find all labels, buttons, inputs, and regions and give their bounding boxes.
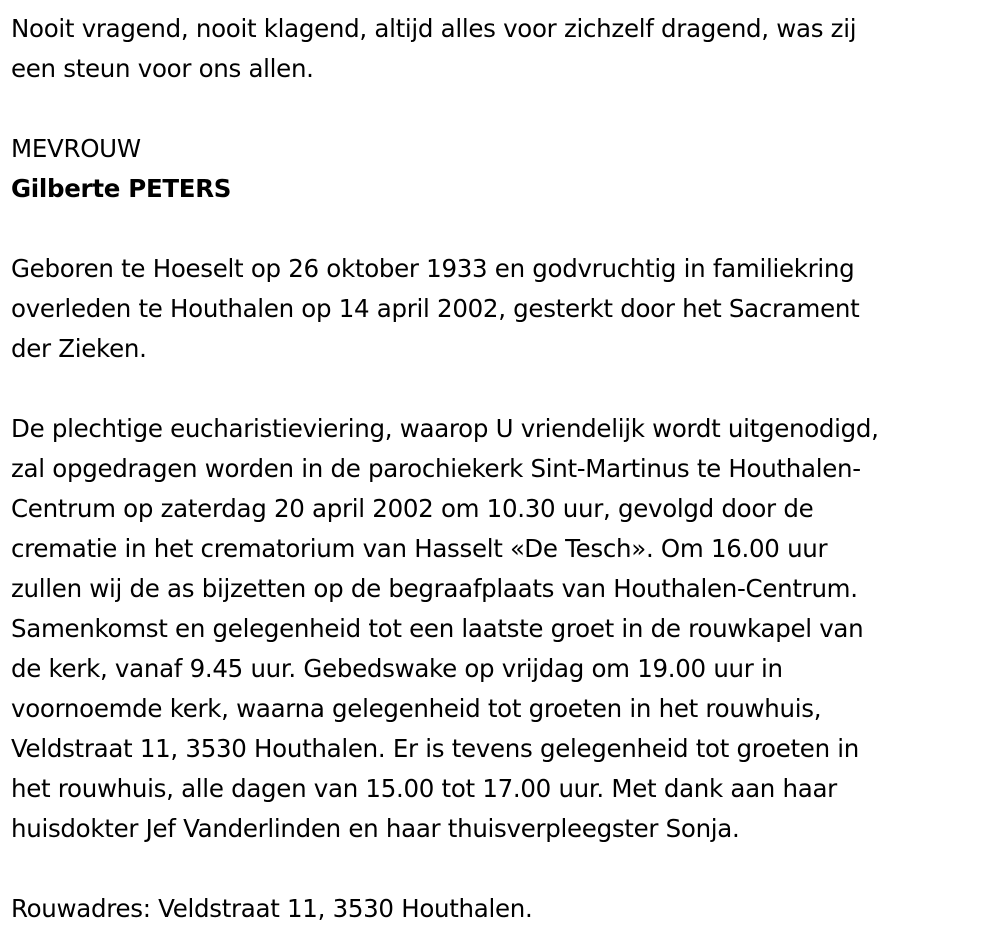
spacer: [11, 209, 996, 249]
mourning-address: Rouwadres: Veldstraat 11, 3530 Houthalen.: [11, 894, 533, 923]
spacer: [11, 89, 996, 129]
ceremony-text: De plechtige eucharistieviering, waarop U vriendelijk wordt uitgenodigd, zal opgedragen worden in de parochiekerk Sint-Martinus te Houthalen- Centrum op zaterdag 20 april 2002 om 10.30 uur, gevolgd door de crematie in het crematorium van Hasselt «De Tesch». Om 16.00 uur zullen wij de as bijzetten op de begraafplaats van Houthalen-Centrum. Samenkomst en gelegenheid tot een laatste groet in de rouwkapel van de kerk, vanaf 9.45 uur. Gebedswake op vrijdag om 19.00 uur in voornoemde kerk, waarna gelegenheid tot groeten in het rouwhuis, Veldstraat 11, 3530 Houthalen. Er is tevens gelegenheid tot groeten in het rouwhuis, alle dagen van 15.00 tot 17.00 uur. Met dank aan haar huisdokter Jef Vanderlinden en haar thuisverpleegster Sonja.: [11, 414, 879, 843]
spacer: [11, 369, 996, 409]
intro-text: Nooit vragend, nooit klagend, altijd alles voor zichzelf dragend, was zij een steun voor ons allen.: [11, 14, 857, 83]
spacer: [11, 849, 996, 889]
deceased-name: Gilberte PETERS: [11, 174, 232, 203]
obituary-notice: [11, 9, 996, 929]
birth-death-text: Geboren te Hoeselt op 26 oktober 1933 en godvruchtig in familiekring overleden te Houthalen op 14 april 2002, gesterkt door het Sacrament der Zieken.: [11, 254, 860, 363]
salutation: MEVROUW: [11, 134, 141, 163]
